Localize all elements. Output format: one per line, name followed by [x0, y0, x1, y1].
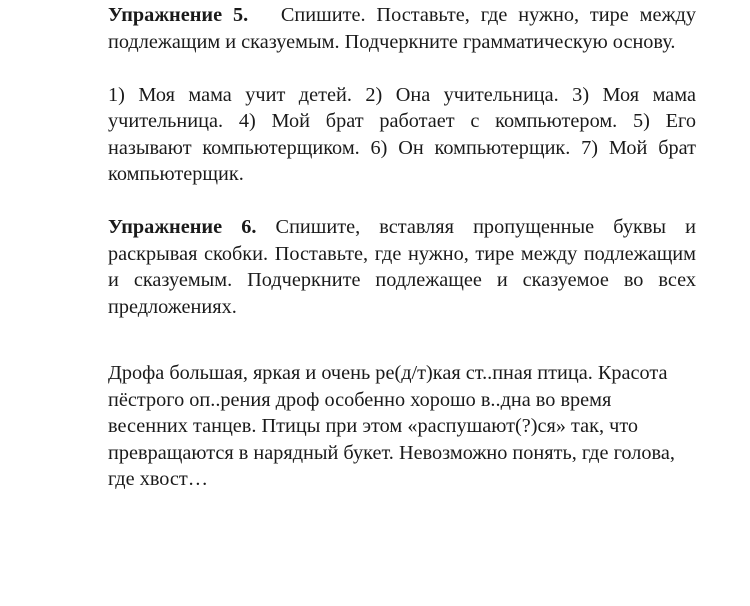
exercise-5-title: Упражнение 5.: [108, 4, 249, 26]
exercise-5-text: 1) Моя мама учит детей. 2) Она учительница. 3) Моя мама учительница. 4) Мой брат работает с компьютером. 5) Его называют компьютерщиком. 6) Он компьютерщик. 7) Мой брат компьютерщик.: [108, 83, 696, 185]
exercise-5-heading-paragraph: [108, 2, 696, 55]
exercise-6-instruction: Спишите, вставляя пропущенные буквы и раскрывая скобки. Поставьте, где нужно, тире между подлежащим и сказуемым. Подчеркните подлежащее и сказуемое во всех предложениях.: [108, 216, 696, 318]
exercise-6-text: Дрофа большая, яркая и очень ре(д/т)кая ст..пная птица. Красота пёстрого оп..рения дроф особенно хорошо в..дна во время весенних танцев. Птицы при этом «распушают(?)ся» так, что превращаются в нарядный букет. Невозможно понять, где голова, где хвост…: [108, 362, 675, 490]
document-page: [108, 2, 696, 493]
exercise-6-title: Упражнение 6.: [108, 216, 257, 238]
exercise-5-instruction: Спишите. Поставьте, где нужно, тире между подлежащим и сказуемым. Подчеркните грамматическую основу.: [108, 4, 696, 53]
exercise-6-heading-paragraph: [108, 214, 696, 320]
